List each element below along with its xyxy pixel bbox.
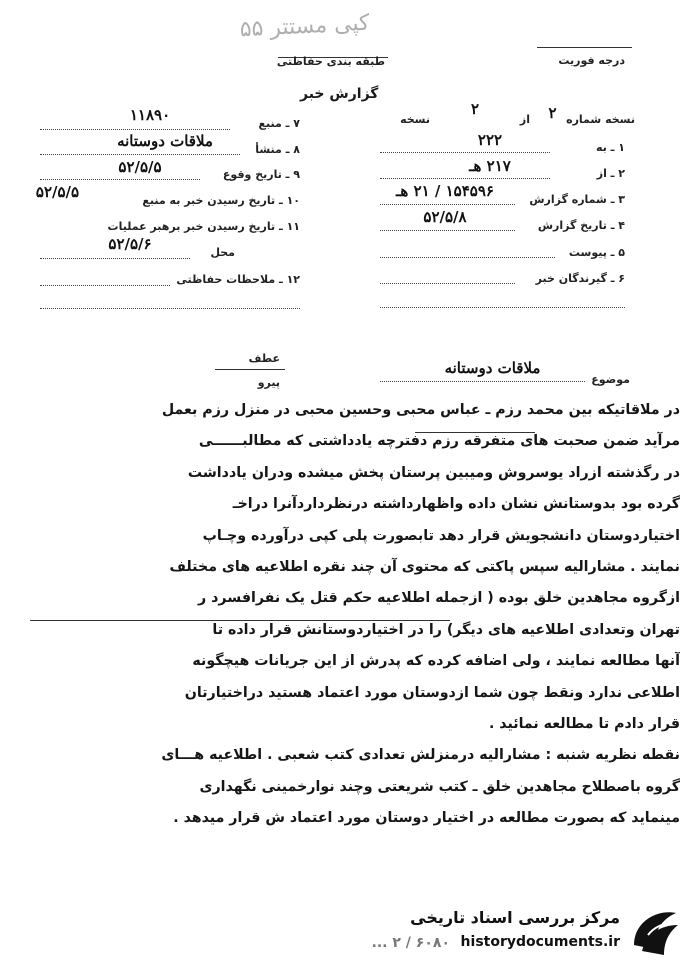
field-location-label: محل: [210, 246, 235, 259]
field-source-label: ۷ ـ منبع: [258, 117, 300, 130]
field-report-date-label: ۴ ـ تاریخ گزارش: [537, 219, 625, 232]
field-recipients-dots: [380, 283, 515, 284]
field-security-notes-dots-2: [40, 308, 300, 309]
archive-logo-icon: [628, 905, 682, 959]
field-to-dots: [380, 152, 550, 153]
field-to-value: ۲۲۲: [477, 131, 503, 149]
field-from-dots: [380, 178, 550, 179]
field-source-receipt-value: ۵۲/۵/۵: [35, 183, 80, 201]
field-ops-receipt-label: ۱۱ ـ تاریخ رسیدن خبر برهبر عملیات: [107, 220, 300, 233]
field-source-dots: [40, 129, 230, 130]
report-title: گزارش خبر: [300, 86, 379, 102]
body-line: اختیاردوستان دانشجویش قرار دهد تابصورت پلی کپی درآورده وچـاپ: [202, 527, 680, 544]
watermark-name: مرکز بررسی اسناد تاریخی: [410, 908, 620, 927]
field-attachment-label: ۵ ـ پیوست: [568, 246, 625, 259]
subject-label: موضوع: [591, 373, 630, 386]
body-line: قرار دادم تا مطالعه نمائید .: [488, 716, 680, 733]
field-location-dots: [40, 258, 190, 259]
body-line: آنها مطالعه نمایند ، ولی اضافه کرده که پدرش از این جریانات هیچگونه: [192, 653, 680, 670]
priority-rule: [537, 47, 632, 48]
field-to-label: ۱ ـ به: [596, 141, 625, 154]
body-line: در ملاقاتیکه بین محمد رزم ـ عباس محبی وحسین محبی در منزل رزم بعمل: [161, 402, 680, 418]
subject-dots: [380, 381, 585, 382]
copy-label: نسخه: [400, 113, 430, 126]
field-event-date-label: ۹ ـ تاریخ وقوع: [222, 168, 300, 181]
field-from-label: ۲ ـ از: [596, 167, 625, 180]
atf-rule: [215, 369, 285, 370]
field-origin-value: ملاقات دوستانه: [117, 132, 213, 150]
field-security-notes-label: ۱۲ ـ ملاحظات حفاظتی: [176, 273, 300, 286]
body-line: اطلاعی ندارد ونقط چون شما ازدوستان مورد اعتماد هستید دراختیارتان: [184, 684, 680, 701]
field-security-notes-dots: [40, 285, 170, 286]
body-line: نمایند . مشارالیه سپس پاکتی که محتوی آن چند نقره اطلاعیه های مختلف: [169, 559, 680, 576]
subject-value: ملاقات دوستانه: [444, 359, 541, 377]
peyro-label: پیرو: [257, 376, 280, 389]
field-attachment-dots: [380, 257, 555, 258]
field-from-value: ۲۱۷ هـ: [469, 157, 511, 175]
body-underline: [415, 432, 535, 433]
field-location-value: ۵۲/۵/۶: [108, 235, 152, 253]
report-body: [18, 395, 680, 835]
field-report-number-dots: [380, 204, 515, 205]
handwritten-scribble: کپی مستتر ۵۵: [239, 10, 371, 43]
field-report-date-dots: [380, 230, 515, 231]
field-recipients-label: ۶ ـ گیرندگان خبر: [535, 272, 625, 285]
body-line: گرده بود بدوستانش نشان داده واظهارداشته درنظرداردآنرا دراخـ: [232, 496, 680, 513]
classification-label: طبقه بندی حفاظتی: [276, 55, 385, 68]
watermark-url[interactable]: historydocuments.ir: [460, 934, 620, 950]
copy-number-value: ۲: [548, 104, 557, 122]
field-event-date-value: ۵۲/۵/۵: [118, 158, 162, 176]
body-line: ازگروه مجاهدین خلق بوده ( ازجمله اطلاعیه حکم قتل یک نفرافسرد ر: [198, 590, 680, 607]
priority-label: درجه فوریت: [558, 54, 625, 67]
copy-of-value: ۲: [470, 100, 480, 118]
body-line: مرآید ضمن صحبت های متفرقه رزم دفترچه یادداشتی که مطالبــــــی: [198, 433, 680, 450]
field-source-receipt-label: ۱۰ ـ تاریخ رسیدن خبر به منبع: [142, 194, 300, 207]
body-line: مینماید که بصورت مطالعه در اختیار دوستان مورد اعتماد ش قرار میدهد .: [173, 810, 680, 827]
field-report-number-label: ۳ ـ شماره گزارش: [529, 193, 625, 206]
atf-label: عطف: [248, 352, 280, 365]
body-underline-2: [30, 620, 450, 621]
body-line: تهران وتعدادی اطلاعیه های دیگر) را در اختیاردوستانش قرار داده تا: [212, 621, 680, 638]
field-report-number-value: ۱۵۴۵۹۶ / ۲۱ هـ: [396, 182, 494, 200]
field-event-date-dots: [40, 179, 200, 180]
body-line: گروه باصطلاح مجاهدین خلق ـ کتب شریعتی وچند نوارخمینی نگهداری: [199, 778, 680, 795]
field-source-value: ۱۱۸۹۰: [129, 106, 171, 124]
copy-number-label: نسخه شماره: [566, 113, 635, 126]
faint-bottom-writing: ۶۰۸۰ / ۲ ...: [371, 935, 450, 951]
copy-of-label: از: [519, 113, 530, 126]
field-origin-dots: [40, 154, 240, 155]
field-recipients-dots-2: [380, 307, 625, 308]
body-line: نقطه نظریه شنبه : مشارالیه درمنزلش تعدادی کتب شعبی . اطلاعیه هـــای: [161, 747, 680, 764]
field-report-date-value: ۵۲/۵/۸: [423, 208, 467, 226]
field-origin-label: ۸ ـ منشأ: [255, 143, 300, 156]
body-line: در رگذشته ازراد یوسروش ومیبین پرستان پخش میشده ودران یادداشت: [187, 464, 680, 481]
